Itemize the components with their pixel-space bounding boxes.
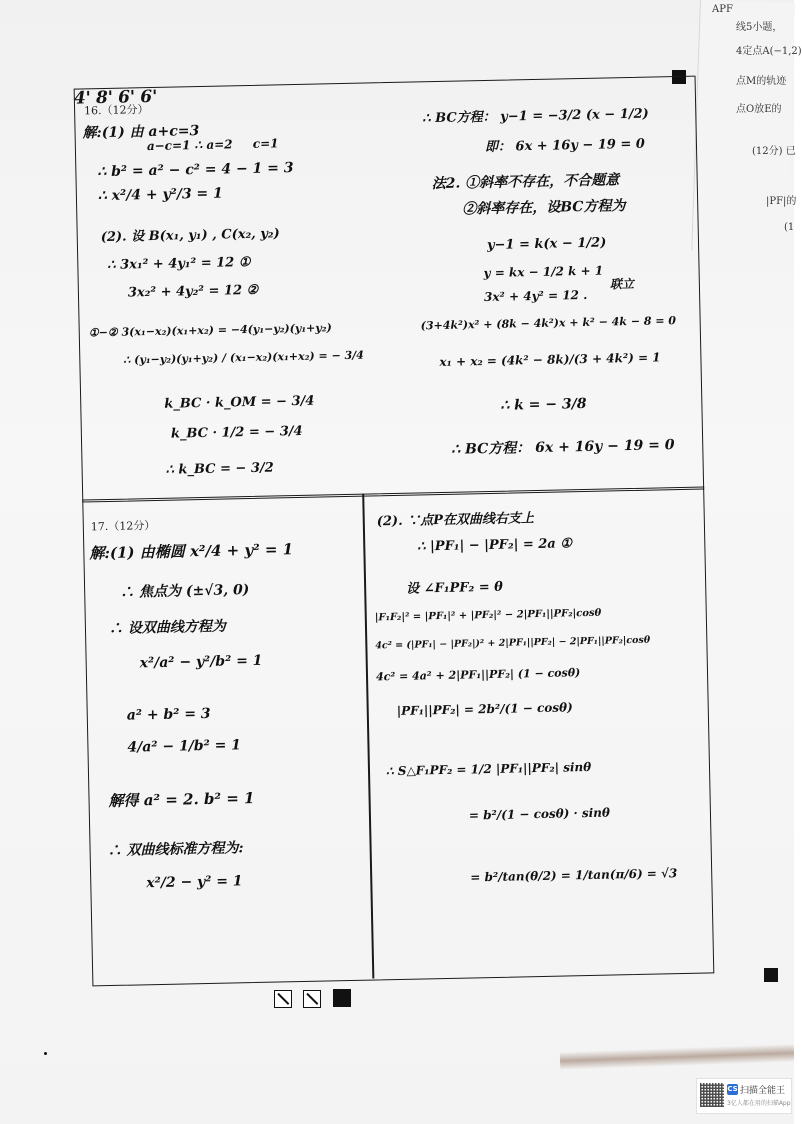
score-mark: 6': [140, 86, 158, 108]
page-filled-box: [333, 989, 351, 1007]
question-number: 17.（12分）: [90, 518, 156, 534]
handwritten-line: k_BC · k_OM = − 3/4: [164, 393, 315, 412]
handwritten-line: ∴ k = − 3/8: [500, 395, 587, 414]
handwritten-line: ∴ b² = a² − c² = 4 − 1 = 3: [97, 160, 294, 181]
margin-text: (12分) 已: [752, 146, 796, 157]
camscanner-logo-icon: CS: [727, 1085, 738, 1093]
watermark-subtitle: 3亿人都在用的扫描App: [727, 1100, 791, 1107]
handwritten-line: a² + b² = 3: [126, 705, 211, 724]
handwritten-line: 4/a² − 1/b² = 1: [127, 737, 242, 756]
margin-text: 4定点A(−1,2): [736, 46, 802, 57]
handwritten-line: 设 ∠F₁PF₂ = θ: [406, 579, 503, 597]
handwritten-line: 4c² = (|PF₁| − |PF₂|)² + 2|PF₁||PF₂| − 2|PF₁||PF₂|cosθ: [375, 634, 651, 652]
handwritten-line: a−c=1 ∴ a=2: [146, 137, 233, 154]
speck: [44, 1052, 47, 1055]
handwritten-line: (2). ∵点P在双曲线右支上: [376, 511, 535, 530]
handwritten-line: ∴ k_BC = − 3/2: [165, 460, 274, 478]
handwritten-line: = b²/(1 − cosθ) · sinθ: [468, 805, 611, 823]
handwritten-line: |PF₁||PF₂| = 2b²/(1 − cosθ): [396, 700, 573, 718]
margin-text: 线5小题，: [736, 22, 783, 33]
handwritten-line: 联立: [609, 276, 635, 292]
handwritten-line: |F₁F₂|² = |PF₁|² + |PF₂|² − 2|PF₁||PF₂|cosθ: [374, 607, 602, 624]
table-edge: [560, 1044, 794, 1070]
handwritten-line: k_BC · 1/2 = − 3/4: [170, 423, 303, 442]
handwritten-line: ∴ x²/4 + y²/3 = 1: [97, 185, 223, 205]
handwritten-line: ∴ BC方程： y−1 = −3/2 (x − 1/2): [422, 106, 649, 127]
handwritten-line: 解:(1) 由 a+c=3: [82, 122, 200, 142]
watermark-app-name: 扫描全能王: [740, 1086, 786, 1096]
handwritten-line: ∴ |PF₁| − |PF₂| = 2a ①: [417, 536, 573, 555]
handwritten-line: y−1 = k(x − 1/2): [486, 235, 607, 253]
handwritten-line: x²/a² − y²/b² = 1: [139, 652, 263, 672]
handwritten-line: ∴ 设双曲线方程为: [108, 618, 226, 637]
handwritten-line: y = kx − 1/2 k + 1: [483, 263, 604, 281]
margin-text: APF: [712, 4, 733, 15]
handwritten-line: = b²/tan(θ/2) = 1/tan(π/6) = √3: [470, 866, 678, 885]
score-mark: 8': [95, 87, 114, 109]
handwritten-line: ∴ (y₁−y₂)(y₁+y₂) / (x₁−x₂)(x₁+x₂) = − 3/4: [123, 348, 365, 367]
handwritten-line: c=1: [252, 136, 279, 151]
handwritten-line: 3x₂² + 4y₂² = 12 ②: [127, 282, 259, 301]
page-checkbox: [274, 990, 292, 1008]
handwritten-line: 即： 6x + 16y − 19 = 0: [484, 136, 646, 156]
scanner-watermark: [696, 1078, 792, 1114]
page-checkbox: [303, 990, 321, 1008]
handwritten-line: (3+4k²)x² + (8k − 4k²)x + k² − 4k − 8 = 0: [420, 314, 677, 333]
margin-text: (1: [784, 222, 795, 233]
margin-text: |PF|的: [766, 196, 797, 207]
handwritten-line: ②斜率存在，设BC方程为: [462, 198, 626, 218]
handwritten-line: 法2. ①斜率不存在，不合题意: [431, 172, 620, 193]
handwritten-line: ∴ S△F₁PF₂ = 1/2 |PF₁||PF₂| sinθ: [385, 759, 592, 779]
handwritten-line: 解:(1) 由椭圆 x²/4 + y² = 1: [89, 540, 294, 563]
handwritten-line: 解得 a² = 2. b² = 1: [108, 788, 255, 811]
margin-text: 点O放E的: [736, 104, 782, 115]
underlying-page-edge: [691, 0, 795, 253]
handwritten-line: (2). 设 B(x₁, y₁) , C(x₂, y₂): [100, 226, 280, 246]
handwritten-line: 4c² = 4a² + 2|PF₁||PF₂| (1 − cosθ): [375, 666, 581, 684]
margin-text: 点M的轨迹: [736, 76, 787, 87]
handwritten-line: 3x² + 4y² = 12 .: [483, 287, 588, 305]
registration-mark: [764, 968, 778, 982]
qr-code-icon: [700, 1083, 724, 1107]
question-number: 16.（12分）: [83, 103, 149, 118]
answer-sheet: [74, 76, 715, 989]
handwritten-line: ∴ BC方程： 6x + 16y − 19 = 0: [451, 437, 675, 458]
handwritten-line: x²/2 − y² = 1: [146, 873, 243, 892]
handwritten-line: ∴ 焦点为 (±√3, 0): [120, 582, 250, 601]
handwritten-line: ∴ 3x₁² + 4y₁² = 12 ①: [107, 254, 251, 273]
handwritten-line: ①−② 3(x₁−x₂)(x₁+x₂) = −4(y₁−y₂)(y₁+y₂): [88, 321, 332, 340]
handwritten-line: x₁ + x₂ = (4k² − 8k)/(3 + 4k²) = 1: [439, 350, 661, 370]
score-mark: 4': [73, 88, 92, 109]
handwritten-line: ∴ 双曲线标准方程为:: [107, 840, 244, 860]
score-mark: 6': [117, 87, 136, 108]
